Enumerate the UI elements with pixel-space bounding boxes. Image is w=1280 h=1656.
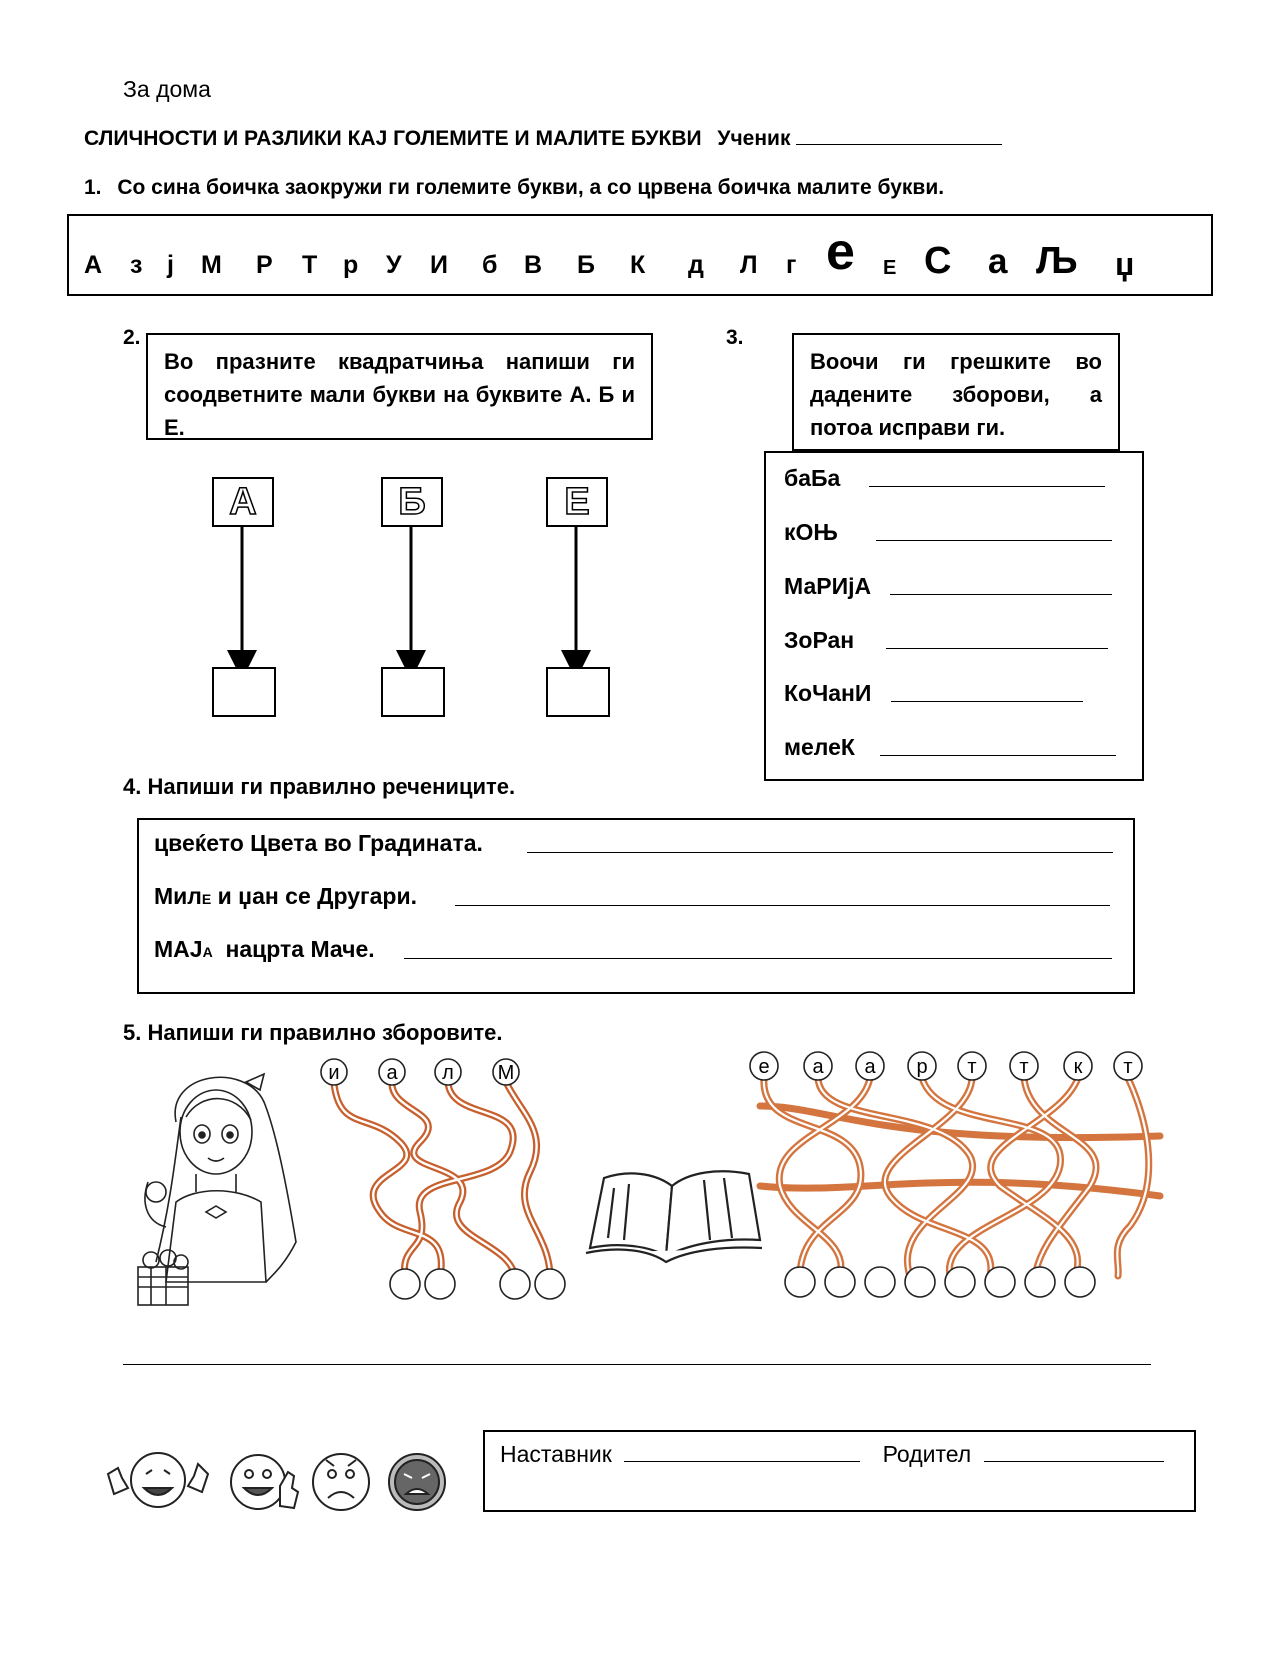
letter-item[interactable]: Т: [302, 251, 318, 279]
correction-line[interactable]: [876, 540, 1112, 541]
letter-item[interactable]: е: [826, 223, 855, 281]
student-name-field[interactable]: [796, 126, 1002, 145]
sentence-rest: и џан се Другари.: [211, 883, 417, 909]
letter-item[interactable]: Љ: [1036, 240, 1078, 282]
task2-number: 2.: [123, 326, 141, 349]
task3-words-box: [764, 451, 1144, 781]
task4-title: 4. Напиши ги правилно речениците.: [123, 774, 516, 799]
task5-answer-line[interactable]: [123, 1364, 1151, 1365]
letter-item[interactable]: Р: [256, 251, 273, 279]
letter-item[interactable]: д: [688, 251, 704, 279]
word-item: кОЊ: [784, 519, 838, 545]
open-book-image: [584, 1158, 764, 1268]
sentence-text: МАЈ: [154, 936, 203, 962]
smiling-thumbs-up-face-icon: [222, 1446, 302, 1516]
answer-box-a[interactable]: [212, 667, 276, 717]
correction-line[interactable]: [869, 486, 1105, 487]
sentence-rest: нацрта Маче.: [212, 936, 375, 962]
maze2-letter: к: [1073, 1056, 1083, 1078]
teacher-signature-field[interactable]: [624, 1443, 860, 1462]
capital-letter-b: Б: [381, 477, 443, 527]
teacher-label: Наставник: [500, 1441, 612, 1467]
correction-line[interactable]: [880, 755, 1116, 756]
page-title: [84, 126, 1002, 151]
sad-face-icon: [306, 1446, 376, 1516]
letter-item[interactable]: А: [84, 251, 103, 279]
task2-instruction: Во празните квадратчиња напиши ги соодветните мали букви на буквите А. Б и Е.: [164, 349, 635, 440]
maze1-letter: и: [328, 1062, 340, 1084]
task1-number: 1.: [84, 176, 102, 199]
letter-item[interactable]: С: [924, 240, 952, 282]
letter-maze-2: [740, 1046, 1180, 1302]
letter-item[interactable]: И: [430, 251, 448, 279]
parent-signature-field[interactable]: [984, 1443, 1164, 1462]
answer-box-b[interactable]: [381, 667, 445, 717]
maze1-letter: а: [386, 1062, 398, 1084]
letter-item[interactable]: У: [386, 251, 402, 279]
homework-label: За дома: [123, 76, 211, 102]
maze2-letter: т: [967, 1056, 977, 1078]
happy-thumbs-up-face-icon: [104, 1444, 212, 1514]
maze1-answer-circle: [425, 1269, 455, 1299]
sentence-2: [154, 883, 417, 910]
maze2-letter: е: [758, 1056, 770, 1078]
girl-with-apples-image: [136, 1062, 306, 1312]
maze1-answer-circle: [535, 1269, 565, 1299]
maze2-letter: а: [864, 1056, 876, 1078]
sentence-3-answer-line[interactable]: [404, 958, 1112, 959]
correction-line[interactable]: [886, 648, 1108, 649]
maze1-answer-circle: [500, 1269, 530, 1299]
maze2-letter: т: [1019, 1056, 1029, 1078]
task5-title: 5. Напиши ги правилно зборовите.: [123, 1020, 503, 1045]
task2-instruction-box: [146, 333, 653, 440]
letter-item[interactable]: б: [482, 251, 498, 279]
sentence-3: [154, 936, 375, 963]
letter-item[interactable]: г: [786, 251, 797, 279]
task1-instruction: [84, 176, 944, 200]
word-item: МаРИјА: [784, 573, 872, 599]
letter-item[interactable]: Л: [740, 251, 758, 279]
parent-label: Родител: [882, 1441, 972, 1467]
letter-item[interactable]: з: [130, 251, 143, 279]
task3-number: 3.: [726, 326, 744, 349]
sentence-small-letter: Е: [201, 891, 212, 907]
letter-item[interactable]: џ: [1115, 246, 1135, 282]
task3-instruction: Воочи ги грешките во дадените зборови, а потоа исправи ги.: [810, 349, 1102, 440]
letter-item[interactable]: Е: [883, 257, 897, 279]
maze1-answer-circle: [390, 1269, 420, 1299]
word-item: КоЧанИ: [784, 680, 872, 706]
task3-instruction-box: [792, 333, 1120, 451]
crying-face-icon: [382, 1446, 452, 1516]
task1-text: Со сина боичка заокружи ги големите букви, а со црвена боичка малите букви.: [117, 176, 945, 199]
maze1-letter: л: [442, 1062, 454, 1084]
correction-line[interactable]: [890, 594, 1112, 595]
letter-item[interactable]: В: [524, 251, 543, 279]
maze2-letter: а: [812, 1056, 824, 1078]
maze2-letter: р: [916, 1056, 928, 1078]
word-item: баБа: [784, 465, 841, 491]
sentence-1-answer-line[interactable]: [527, 852, 1113, 853]
signature-row: [500, 1441, 1164, 1468]
sentence-2-answer-line[interactable]: [455, 905, 1110, 906]
letter-item[interactable]: Б: [577, 251, 595, 279]
maze2-letter: т: [1123, 1056, 1133, 1078]
letter-item[interactable]: а: [988, 242, 1008, 281]
word-item: мелеК: [784, 734, 855, 760]
letter-item[interactable]: р: [343, 251, 359, 279]
letter-maze-1: [310, 1052, 580, 1302]
answer-box-e[interactable]: [546, 667, 610, 717]
capital-letter-a: А: [212, 477, 274, 527]
capital-letter-e: Е: [546, 477, 608, 527]
letter-item[interactable]: К: [630, 251, 646, 279]
correction-line[interactable]: [891, 701, 1083, 702]
sentence-text: Мил: [154, 883, 202, 909]
student-label: Ученик: [717, 127, 791, 150]
letter-item[interactable]: ј: [167, 251, 174, 279]
title-text: СЛИЧНОСТИ И РАЗЛИКИ КАЈ ГОЛЕМИТЕ И МАЛИТЕ БУКВИ: [84, 127, 702, 150]
word-item: ЗоРан: [784, 627, 855, 653]
letter-item[interactable]: М: [201, 251, 222, 279]
sentence-text: цвеќето Цвета во Градината.: [154, 830, 483, 856]
sentence-1: [154, 830, 483, 857]
sentence-small-letter: А: [202, 944, 213, 960]
maze1-letter: М: [497, 1062, 515, 1084]
